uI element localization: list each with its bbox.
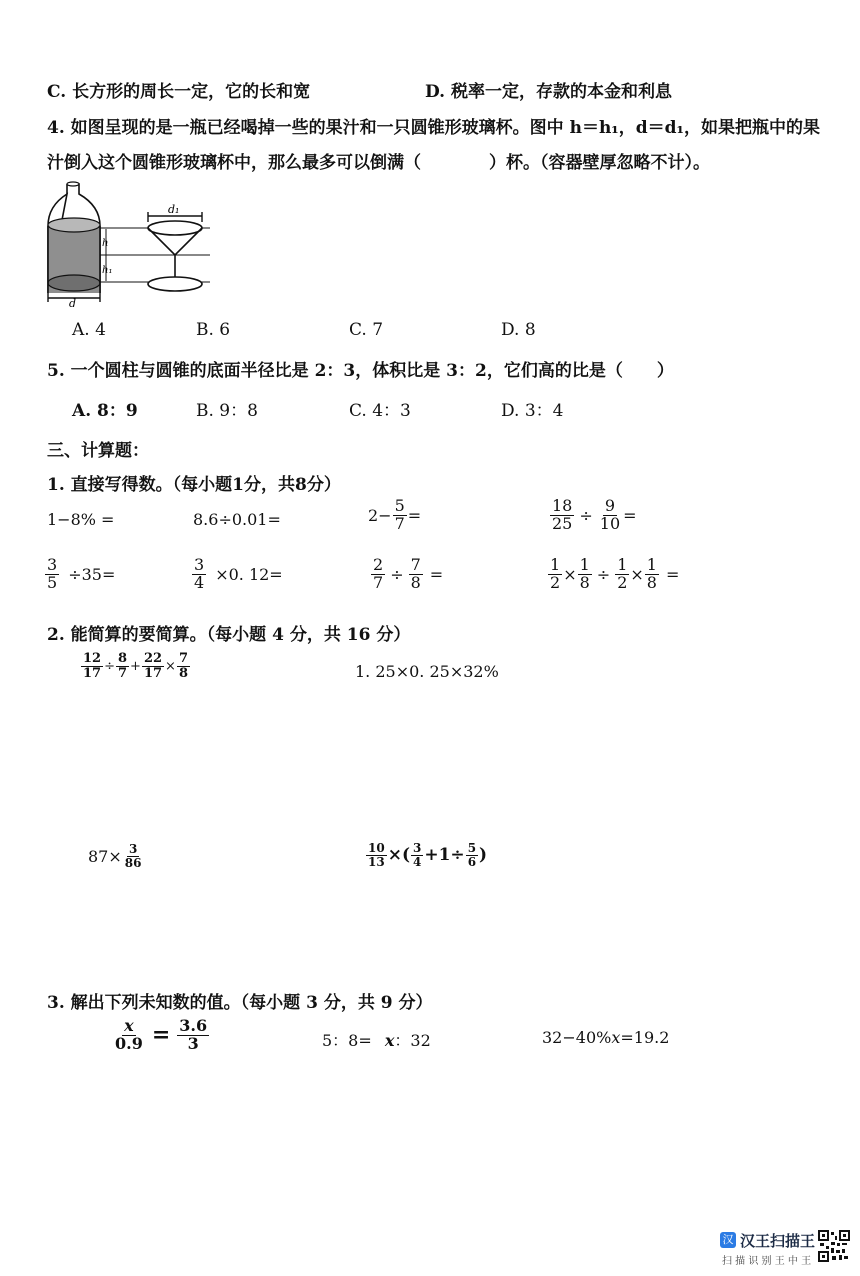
calc-1d-fraction-1 [550, 498, 574, 533]
denominator: 2 [550, 572, 561, 592]
section3-part1-title: 1. 直接写得数。（每小题1分，共8分） [47, 475, 341, 495]
numerator: 10 [368, 841, 385, 855]
brand-name: 汉王扫描王 [740, 1232, 816, 1250]
denominator: 4 [413, 854, 422, 869]
q4-option-b: B. 6 [196, 320, 231, 340]
equation-2 [322, 1028, 431, 1051]
numerator: 12 [83, 651, 102, 666]
denominator: 8 [410, 572, 421, 592]
fraction [177, 1018, 209, 1053]
calc-1f-post: ×0. 12= [215, 564, 283, 584]
numerator: 5 [467, 841, 477, 855]
h1-label: h₁ [102, 265, 113, 276]
calc-1h-fraction-1 [548, 557, 562, 592]
q5-option-d: D. 3：4 [501, 401, 564, 421]
numerator: 1 [646, 555, 657, 574]
simplify-expr-3-pre: 87× [88, 846, 122, 866]
calc-1d-post: = [623, 505, 637, 525]
fraction [116, 652, 129, 680]
operator: ÷ [390, 564, 404, 584]
operator: ÷ [104, 658, 115, 674]
q4-option-c: C. 7 [349, 320, 384, 340]
qr-code-icon [818, 1230, 850, 1262]
unknown-x: x [384, 1031, 395, 1050]
calc-1e [44, 557, 115, 592]
simplify-expr-4 [365, 842, 487, 868]
calc-1f-fraction [192, 557, 206, 592]
calc-1g-fraction-2 [409, 557, 423, 592]
numerator: 3 [413, 841, 422, 855]
calc-1g-post: = [429, 564, 444, 584]
denominator: 2 [617, 572, 628, 592]
section3-heading: 三、计算题： [47, 441, 149, 461]
simplify-expr-2: 1. 25×0. 25×32% [355, 662, 499, 681]
simplify-expr-3 [88, 843, 144, 869]
numerator: 18 [552, 496, 573, 515]
denominator: 7 [118, 665, 128, 681]
q5-text: 5. 一个圆柱与圆锥的底面半径比是 2：3，体积比是 3：2，它们高的比是（ ） [47, 361, 674, 381]
fraction [366, 842, 387, 868]
section3-part2-title: 2. 能简算的要简算。（每小题 4 分，共 16 分） [47, 625, 411, 645]
calc-1c-post: = [407, 505, 422, 525]
brand-slogan: 扫 描 识 别 王 中 王 [722, 1256, 812, 1267]
numerator: 3 [128, 842, 138, 856]
q4-option-a: A. 4 [72, 320, 106, 340]
numerator: x [124, 1016, 134, 1035]
h-label: h [102, 238, 109, 249]
calc-1e-post: ÷35= [68, 564, 116, 584]
calc-1b: 8.6÷0.01= [193, 510, 281, 529]
section3-part3-title: 3. 解出下列未知数的值。（每小题 3 分，共 9 分） [47, 993, 433, 1013]
denominator: 6 [467, 854, 477, 869]
q5-option-a [72, 396, 138, 421]
calc-1h-post: = [665, 564, 680, 584]
calc-1d-fraction-2 [598, 498, 622, 533]
numerator: 7 [410, 555, 421, 574]
numerator: 22 [143, 651, 163, 666]
calc-1c-pre: 2− [368, 505, 392, 525]
unknown-x: x [611, 1028, 621, 1047]
calc-1a: 1−8% = [47, 510, 115, 529]
numerator: 5 [394, 496, 405, 515]
calc-1d [549, 498, 637, 533]
equation-1 [112, 1018, 210, 1053]
denominator: 5 [47, 572, 58, 592]
operator: ) [479, 845, 488, 866]
calc-1h-fraction-4 [645, 557, 659, 592]
denominator: 25 [552, 513, 573, 533]
equation-2-pre: 5：8= [322, 1031, 372, 1050]
fraction [123, 843, 144, 869]
equation-3-pre: 32−40% [542, 1028, 612, 1047]
calc-1f [191, 557, 283, 592]
fraction [113, 1018, 145, 1053]
denominator: 8 [579, 572, 590, 592]
q4-option-d: D. 8 [501, 320, 536, 340]
calc-1g-fraction-1 [371, 557, 385, 592]
denominator: 10 [599, 513, 621, 533]
calc-1e-fraction [45, 557, 59, 592]
equation-3-post: =19.2 [620, 1028, 670, 1047]
denominator: 0.9 [115, 1033, 143, 1053]
scanner-watermark [720, 1230, 852, 1266]
denominator: 7 [394, 513, 405, 533]
q5-option-b: B. 9：8 [196, 401, 258, 421]
operator: × [630, 564, 644, 584]
denominator: 8 [646, 572, 657, 592]
brand-logo-icon: 汉 [720, 1232, 736, 1248]
q4-text-line2: 汁倒入这个圆锥形玻璃杯中，那么最多可以倒满（ ）杯。（容器壁厚忽略不计）。 [47, 153, 710, 173]
simplify-expr-1 [80, 652, 191, 680]
q4-text-line1: 4. 如图呈现的是一瓶已经喝掉一些的果汁和一只圆锥形玻璃杯。图中 h＝h₁，d＝d₁，如果把瓶中的果 [47, 118, 820, 138]
calc-1c-fraction [393, 498, 407, 533]
q3-option-d: D. 税率一定，存款的本金和利息 [425, 82, 672, 102]
denominator: 86 [124, 855, 142, 870]
numerator: 2 [373, 555, 384, 574]
denominator: 17 [143, 665, 163, 681]
operator: ×( [387, 845, 410, 866]
operator: × [165, 658, 176, 674]
calc-1h [547, 557, 679, 592]
equals-sign: = [151, 1022, 171, 1049]
numerator: 3 [194, 555, 205, 574]
numerator: 1 [579, 555, 590, 574]
denominator: 13 [368, 854, 385, 869]
bottle-cone-figure [40, 180, 230, 310]
operator: + [130, 658, 141, 674]
operator: × [563, 564, 577, 584]
d1-label: d₁ [168, 203, 180, 216]
operator: ÷ [596, 564, 611, 584]
d-label: d [69, 297, 77, 310]
numerator: 3 [47, 555, 58, 574]
fraction [177, 652, 190, 680]
denominator: 3 [187, 1033, 199, 1053]
fraction [142, 652, 164, 680]
calc-1g [370, 557, 443, 592]
equation-3 [542, 1028, 669, 1047]
calc-1h-fraction-2 [578, 557, 592, 592]
operator: ÷ [579, 505, 593, 525]
numerator: 7 [178, 651, 188, 666]
q5-option-a-label: A. 8：9 [72, 401, 138, 421]
fraction [466, 842, 478, 868]
numerator: 9 [604, 496, 616, 515]
denominator: 4 [194, 572, 205, 592]
equation-2-post: ：32 [394, 1031, 431, 1050]
q3-option-c: C. 长方形的周长一定，它的长和宽 [47, 82, 311, 102]
numerator: 3.6 [179, 1016, 208, 1035]
denominator: 17 [83, 665, 102, 681]
numerator: 8 [118, 651, 128, 666]
denominator: 8 [178, 665, 188, 681]
calc-1c [368, 498, 421, 533]
denominator: 7 [373, 572, 384, 592]
calc-1h-fraction-3 [615, 557, 629, 592]
fraction [81, 652, 103, 680]
numerator: 1 [550, 555, 561, 574]
fraction [411, 842, 423, 868]
numerator: 1 [617, 555, 628, 574]
q5-option-c: C. 4：3 [349, 401, 411, 421]
operator: +1÷ [424, 845, 465, 866]
